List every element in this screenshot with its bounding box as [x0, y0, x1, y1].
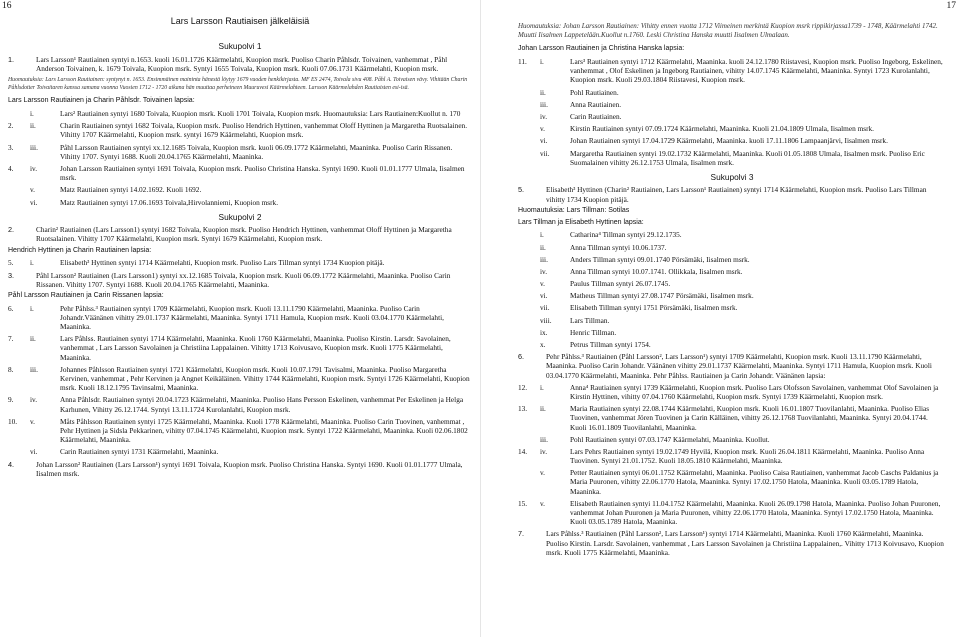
person-entry — [8, 225, 472, 243]
entry-text: Påhl Larsson² Rautiainen (Lars Larsson1) syntyi xx.12.1685 Toivala, Kuopion msrk. Kuoli 06.09.1772 Käärmelahti, Maaninka. Puoliso Carin Rissanen. Vihitty 1707. Syntyi 1688. Kuoli 20.04.1765 Käärmelahti, Maaninka. — [36, 270, 451, 289]
child-text: Påhl Larsson Rautiainen syntyi xx.12.1685 Toivala, Kuopion msrk. kuoli 06.09.1772 Käärmelahti, Maaninka. Puoliso Carin Rissanen. Vihitty 1707. Syntyi 1688. Kuoli 20.04.1765 Käärmelahti, Maaninka. — [60, 142, 453, 161]
child-entry — [518, 435, 946, 444]
child-text: Matz Rautiainen syntyi 17.06.1693 Toivala,Hirvolanniemi, Kuopion msrk. — [60, 197, 279, 207]
child-number — [518, 316, 540, 325]
child-number — [518, 112, 540, 121]
generation-heading: Sukupolvi 1 — [218, 41, 262, 52]
children-intro: Lars Larsson Rautiainen ja Charin Påhlsdr. Toivainen lapsia: — [8, 97, 195, 105]
child-roman: iii. — [540, 99, 548, 109]
child-entry — [8, 121, 472, 139]
child-number — [518, 468, 540, 496]
child-roman: i. — [540, 382, 544, 392]
child-number — [518, 255, 540, 264]
child-roman: iv. — [540, 266, 548, 276]
right-page — [480, 0, 960, 637]
child-roman: ix. — [540, 327, 548, 337]
child-entry — [8, 109, 472, 118]
child-entry — [518, 468, 946, 496]
entry-number: 5. — [518, 185, 525, 195]
child-roman: v. — [540, 279, 545, 289]
child-text: Henric Tillman. — [570, 327, 617, 337]
child-entry — [518, 383, 946, 401]
entry-text: Pehr Påhlss.³ Rautiainen (Påhl Larsson², Lars Larsson¹) syntyi 1709 Käärmelahti, Kuopion msrk. Kuoli 13.11.1790 Käärmelahti, Maaninka. Puoliso Carin Johandr. Väänänen vihitty 29.01.1737 Käärmelahti, Maaninka. Syntyi 1711 Hamula, Kuopion msrk. Kuoli 03.04.1770 Käärmelahti, Maaninka. Pehr Påhlss. Rautiainen ja Carin Johandr. Väänänen lapsia: — [546, 352, 932, 380]
child-number — [518, 267, 540, 276]
document-title: Lars Larsson Rautiaisen jälkeläisiä — [170, 16, 310, 26]
child-number: 3. — [8, 142, 14, 152]
child-entry — [518, 57, 946, 85]
child-text: Johan Rautiainen syntyi 17.04.1729 Käärmelahti, Maaninka. kuoli 17.11.1806 Lampaanjärvi, Iisalmen msrk. — [570, 136, 888, 146]
entry-text: Lars Larsson¹ Rautiainen syntyi n.1653. kuoli 16.01.1726 Käärmelahti, Kuopion msrk. Puoliso Charin Påhlsdr. Toivainen, vanhemmat , Påhl Anderson Toivainen, k. 1679 Toivala, Kuopion msrk. Syntyi 1655 Toivala, Kuopion msrk. Kuoli 07.06.1731 Käärmelahti, Kuopion msrk. — [36, 54, 448, 73]
child-text: Carin Rautiainen syntyi 1731 Käärmelahti, Maaninka. — [60, 447, 219, 457]
child-text: Pohl Rautiainen. — [570, 87, 619, 97]
child-entry — [8, 334, 472, 362]
child-roman: iii. — [540, 434, 548, 444]
child-roman: v. — [540, 498, 545, 508]
child-roman: vi. — [540, 136, 548, 146]
child-text: Paulus Tillman syntyi 26.07.1745. — [570, 279, 671, 289]
child-text: Elisabeth³ Hyttinen syntyi 1714 Käärmelahti, Kuopion msrk. Puoliso Lars Tillman syntyi 1734 Kuopion pitäjä. — [60, 258, 385, 268]
child-entry — [518, 112, 946, 121]
child-number: 10. — [8, 416, 18, 426]
child-text: Matz Rautiainen syntyi 14.02.1692. Kuoli 1692. — [60, 185, 202, 195]
child-roman: iv. — [540, 446, 548, 456]
child-number — [518, 100, 540, 109]
child-text: Elisabeth Tillman syntyi 1751 Pörsämäki, Iisalmen msrk. — [570, 303, 738, 313]
child-roman: ii. — [540, 87, 546, 97]
child-text: Petter Rautiainen syntyi 06.01.1752 Käärmelahti, Maaninka. Puoliso Caisa Rautiainen, vanhemmat Jacob Caschs Paldanius ja Maria Puuronen, vihitty 22.06.1770 Hatola, Maaninka. Syntyi 17.02.1750 Hatola, Maaninka. Kuoli 03.05.1789 Hatola, Maaninka. — [570, 468, 939, 496]
children-intro: Johan Larsson Rautiainen ja Christina Hanska lapsia: — [518, 45, 685, 53]
child-text: Anna Tillman syntyi 10.06.1737. — [570, 242, 667, 252]
child-roman: v. — [30, 416, 35, 426]
child-roman: iv. — [30, 395, 38, 405]
child-text: Matheus Tillman syntyi 27.08.1747 Pörsämäki, Iisalmen msrk. — [570, 291, 754, 301]
child-number — [518, 149, 540, 167]
child-text: Charin Rautiainen syntyi 1682 Toivala, Kuopion msrk. Puoliso Hendrich Hyttinen, vanhemmat Oloff Hyttinen ja Margaretha Ruotsalainen. Vihitty 1707 Käärmelahti, Kuopion msrk. syntyi 1679 Käärmelahti, Kuopion msrk. — [60, 121, 468, 140]
child-text: Lars Tillman. — [570, 315, 610, 325]
child-text: Carin Rautiainen. — [570, 111, 622, 121]
child-roman: i. — [30, 109, 34, 119]
child-number: 13. — [518, 404, 528, 414]
child-roman: vi. — [30, 447, 38, 457]
child-text: Johannes Påhlsson Rautiainen syntyi 1721 Käärmelahti, Kuopion msrk. Kuoli 10.07.1791 Tavisalmi, Maaninka. Puoliso Margaretha Kervinen, vanhemmat , Pehr Kervinen ja Angnet Keikäläinen. Vihitty 1744 Käärmelahti, Kuopion msrk. Syntyi 1726 Käärmelahti, Kuopion msrk. Kuoli 18.12.1795 Tavinsalmi, Maaninka. — [60, 364, 470, 393]
page-number: 16 — [2, 1, 12, 11]
child-roman: v. — [540, 124, 545, 134]
generation-heading: Sukupolvi 2 — [218, 211, 262, 222]
child-number: 6. — [8, 303, 14, 313]
child-text: Pehr Påhlss.³ Rautiainen syntyi 1709 Käärmelahti, Kuopion msrk. Kuoli 13.11.1790 Käärmelahti, Maaninka. Puoliso Carin Johandr.Väänänen vihitty 29.01.1737 Käärmelahti, Maaninka. Syntyi 1711 Hamula, Kuopion msrk. Kuoli 03.04.1770 Käärmelahti, Maaninka. — [60, 303, 444, 332]
child-number — [518, 136, 540, 145]
child-entry — [518, 100, 946, 109]
child-number: 7. — [8, 334, 14, 344]
entry-text: Charin² Rautiainen (Lars Larsson1) syntyi 1682 Toivala, Kuopion msrk. Puoliso Hendrich Hyttinen, vanhemmat Oloff Hyttinen ja Margaretha Ruotsalainen. Vihitty 1707 Käärmelahti, Kuopion msrk. Syntyi 1679 Käärmelahti, Kuopion msrk. — [36, 225, 452, 244]
child-roman: x. — [540, 340, 546, 350]
children-intro: Påhl Larsson Rautiainen ja Carin Rissanen lapsia: — [8, 291, 164, 299]
child-text: Anna Tillman syntyi 10.07.1741. Ollikkala, Iisalmen msrk. — [570, 266, 743, 276]
child-entry — [518, 267, 946, 276]
child-entry — [518, 404, 946, 432]
child-roman: v. — [540, 468, 545, 478]
child-number: 2. — [8, 121, 14, 131]
child-text: Lars³ Rautiainen syntyi 1712 Käärmelahti, Maaninka. kuoli 24.12.1780 Riistavesi, Kuopion msrk. Puoliso Ingeborg, Eskelinen, vanhemmat , Olof Eskelinen ja Ingeborg Rautiainen, vihitty 14.07.1745 Käärmelahti, Maaninka. Syntyi 1723 Kurolanlahti, Kuopion msrk. Kuoli 29.03.1804 Riistavesi, Kuopion msrk. — [570, 57, 943, 85]
child-entry — [8, 304, 472, 332]
child-roman: vii. — [540, 303, 550, 313]
child-text: Anna⁴ Rautiainen syntyi 1739 Käärmelahti, Kuopion msrk. Puoliso Lars Olofsson Savolainen, vanhemmat Olof Savolainen ja Kirstin Hyttinen, vihitty 07.04.1760 Käärmelahti, Kuopion msrk. Syntyi 1739 Käärmelahti, Kuopion msrk. — [570, 382, 939, 401]
child-number — [518, 435, 540, 444]
child-roman: iv. — [30, 163, 38, 173]
child-entry — [8, 198, 472, 207]
child-entry — [518, 447, 946, 465]
child-number — [518, 328, 540, 337]
child-entry — [8, 143, 472, 161]
child-entry — [8, 417, 472, 445]
child-entry — [518, 243, 946, 252]
child-number — [518, 88, 540, 97]
child-roman: vi. — [30, 197, 38, 207]
child-number: 4. — [8, 163, 14, 173]
child-number — [8, 185, 30, 194]
person-entry — [518, 529, 946, 557]
child-text: Johan Larsson Rautiainen syntyi 1691 Toivala, Kuopion msrk. Puoliso Christina Hanska. Syntyi 1690. Kuoli 01.01.1777 Ulmala, Iisalmen msrk. — [60, 163, 465, 183]
child-entry — [518, 230, 946, 239]
child-number — [518, 243, 540, 252]
child-roman: ii. — [540, 242, 546, 252]
entry-text: Elisabeth³ Hyttinen (Charin² Rautiainen, Lars Larsson¹ Rautiainen) syntyi 1714 Käärmelahti, Kuopion msrk. Puoliso Lars Tillman vihitty 1734 Kuopion pitäjä. — [546, 185, 927, 204]
child-entry — [518, 279, 946, 288]
entry-number: 4. — [8, 459, 15, 469]
child-text: Maria Rautiainen syntyi 22.08.1744 Käärmelahti, Kuopion msrk. Kuoli 16.01.1807 Tuovilanlahti, Maaninka. Puoliso Elias Tuovinen, vanhemmat Jören Tuovinen ja Carin Källäinen, vihitty 26.12.1768 Tuovilanlahti, Maaninka. Syntyi 20.04.1744. Kuoli 16.01.1809 Tuovilanlahti, Maaninka. — [570, 404, 930, 432]
child-roman: i. — [540, 57, 544, 66]
child-entry — [8, 164, 472, 182]
child-entry — [8, 258, 472, 267]
entry-text: Lars Påhlss.³ Rautiainen (Påhl Larsson², Lars Larsson¹) syntyi 1714 Käärmelahti, Maaninka. Kuoli 1760 Käärmelahti, Maaninka. Puoliso Kirstin. Larsdr. Savolainen, vanhemmat , Lars Larsson Savolainen ja Christiina Lappalainen,. Vihitty 1713 Koivusavo, Kuopion msrk. Kuoli 1775 Käärmelahti, Maaninka. — [546, 529, 944, 557]
child-text: Kirstin Rautiainen syntyi 07.09.1724 Käärmelahti, Maaninka. Kuoli 21.04.1809 Ulmala, Iisalmen msrk. — [570, 124, 874, 134]
entry-number: 2. — [8, 225, 15, 235]
entry-number: 1. — [8, 54, 15, 64]
child-roman: v. — [30, 185, 35, 195]
child-roman: viii. — [540, 315, 552, 325]
child-number — [8, 109, 30, 118]
entry-number: 7. — [518, 529, 525, 539]
child-number — [518, 340, 540, 349]
person-entry — [518, 352, 946, 380]
child-entry — [8, 365, 472, 393]
person-entry — [8, 55, 472, 73]
right-content — [518, 18, 946, 560]
child-text: Lars Påhlss. Rautiainen syntyi 1714 Käärmelahti, Maaninka. Kuoli 1760 Käärmelahti, Maaninka. Puoliso Kirstin. Larsdr. Savolainen, vanhemmat , Lars Larsson Savolainen ja Christiina Lappalainen. Vihitty 1713 Koivusavo, Kuopion msrk. Kuoli 1775 Käärmelahti, Maaninka. — [60, 334, 451, 362]
child-text: Anders Tillman syntyi 09.01.1740 Pörsämäki, Iisalmen msrk. — [570, 254, 750, 264]
child-entry — [518, 328, 946, 337]
child-text: Margaretha Rautiainen syntyi 19.02.1732 Käärmelahti, Maaninka. Kuoli 01.05.1808 Ulmala, Iisalmen msrk. Puoliso Eric Suomalainen vihitty 26.12.1753 Ulmala, Iisalmen msrk. — [570, 148, 925, 167]
child-roman: iii. — [30, 142, 38, 152]
child-roman: ii. — [30, 334, 36, 344]
child-number — [518, 291, 540, 300]
left-content — [8, 16, 472, 481]
child-entry — [8, 447, 472, 456]
child-entry — [518, 291, 946, 300]
child-entry — [518, 124, 946, 133]
generation-heading: Sukupolvi 3 — [710, 171, 754, 182]
child-text: Catharina⁴ Tillman syntyi 29.12.1735. — [570, 230, 682, 240]
child-entry — [518, 340, 946, 349]
child-roman: i. — [30, 258, 34, 268]
child-text: Pohl Rautiainen syntyi 07.03.1747 Käärmelahti, Maaninka. Kuollut. — [570, 434, 770, 444]
children-intro: Lars Tillman ja Elisabeth Hyttinen lapsia: — [518, 218, 644, 226]
child-number — [518, 230, 540, 239]
entry-number: 3. — [8, 270, 15, 280]
child-entry — [8, 395, 472, 413]
child-number: 5. — [8, 258, 14, 268]
child-roman: ii. — [540, 404, 546, 414]
child-number — [518, 279, 540, 288]
child-roman: ii. — [30, 121, 36, 131]
child-number: 14. — [518, 446, 528, 456]
child-roman: iii. — [30, 364, 38, 374]
children-intro: Hendrich Hyttinen ja Charin Rautiainen lapsia: — [8, 246, 152, 254]
child-roman: i. — [30, 303, 34, 313]
child-text: Lars² Rautiainen syntyi 1680 Toivala, Kuopion msrk. Kuoli 1701 Toivala, Kuopion msrk. Huomautuksia: Lars Rautiainen:Kuollut n. 170 — [60, 109, 461, 119]
child-number: 12. — [518, 382, 528, 392]
remarks-note: Huomautuksia: Lars Tillman: Sotilas — [518, 206, 630, 214]
child-number: 9. — [8, 395, 14, 405]
child-number — [518, 303, 540, 312]
child-entry — [518, 255, 946, 264]
page-number: 17 — [946, 1, 956, 11]
child-entry — [518, 88, 946, 97]
child-entry — [8, 185, 472, 194]
child-roman: i. — [540, 230, 544, 240]
child-roman: iv. — [540, 111, 548, 121]
remarks-note: Huomautuksia: Johan Larsson Rautiainen: Vihitty ennen vuotta 1712 Viimeinen merkintä Kuopion msrk rippikirjassa1739 - 1748, Käärmelahti 1742. Muutti Iisalmen Lappetelään.Kuollut n.1760. Leski Christina Hanska muutti Iisalmen Ulmalaan. — [518, 22, 938, 40]
child-entry — [518, 136, 946, 145]
child-text: Anna Påhlsdr. Rautiainen syntyi 20.04.1723 Käärmelahti, Maaninka. Puoliso Hans Persson Eskelinen, vanhemmat Per Eskelinen ja Helga Karhunen, Vihitty 26.12.1744. Syntyi 13.11.1724 Kurolanlahti, Kuopion msrk. — [60, 395, 464, 414]
child-number: 11. — [518, 57, 527, 66]
child-entry — [518, 149, 946, 167]
child-text: Anna Rautiainen. — [570, 99, 622, 109]
child-number — [518, 124, 540, 133]
child-text: Elisabeth Rautiainen syntyi 11.04.1752 Käärmelahti, Maaninka. Kuoli 26.09.1798 Hatola, Maaninka. Puoliso Johan Puuronen, vanhemmat Johan Puuronen ja Maria Puuronen, vihitty 22.06.1770 Hatola, Maaninka. Syntyi 17.02.1750 Hatola, Maaninka. Kuoli 03.05.1789 Hatola, Maaninka. — [570, 498, 941, 527]
child-number: 15. — [518, 498, 528, 508]
child-number — [8, 198, 30, 207]
child-number: 8. — [8, 364, 14, 374]
child-number — [8, 447, 30, 456]
child-entry — [518, 499, 946, 527]
child-entry — [518, 303, 946, 312]
child-roman: vii. — [540, 148, 550, 158]
child-text: Lars Pehrs Rautiainen syntyi 19.02.1749 Hyvilä, Kuopion msrk. Kuoli 26.04.1811 Käärmelahti, Maaninka. Puoliso Anna Tuovinen. Syntyi 21.01.1752. Kuoli 18.05.1810 Käärmelahti, Maaninka. — [570, 446, 925, 466]
entry-text: Johan Larsson² Rautiainen (Lars Larsson¹) syntyi 1691 Toivala, Kuopion msrk. Puoliso Christina Hanska. Syntyi 1690. Kuoli 01.01.1777 Ulmala, Iisalmen msrk. — [36, 459, 463, 478]
child-text: Petrus Tillman syntyi 1754. — [570, 340, 651, 350]
child-roman: iii. — [540, 254, 548, 264]
entry-number: 6. — [518, 352, 525, 362]
child-roman: vi. — [540, 291, 548, 301]
person-entry — [518, 185, 946, 203]
remarks-note: Huomautuksia: Lars Larsson Rautiainen: syntynyt n. 1653. Ensimmäinen maininta hänestä löytyy 1679 vuoden henkikirjasta. MF ES 2474, Toivala sivu 408. Påhl A. Toivaisen vävy. Vihitään Charin Påhlsdotter Toivaitaren kanssa samana vuonna Vuosien 1712 - 1720 aikana hän muuttaa perheineen Muuruvesi Käärmelahteen. Larsson Käärmelahden Rautiaisten esi-isä. — [8, 77, 468, 91]
person-entry — [8, 271, 472, 289]
child-entry — [518, 316, 946, 325]
child-text: Måts Påhlsson Rautiainen syntyi 1725 Käärmelahti, Maaninka. Kuoli 1778 Käärmelahti, Maaninka. Puoliso Carin Tuovinen, vanhemmat , Pehr Hyttinen ja Sidsla Pekkarinen, vihitty 07.04.1745 Käärmelahti, Kuopion msrk. Syntyi 1722 Käärmelahti, Maaninka. Kuoli 02.06.1802 Käärmelahti, Maaninka. — [60, 416, 468, 445]
person-entry — [8, 460, 472, 478]
